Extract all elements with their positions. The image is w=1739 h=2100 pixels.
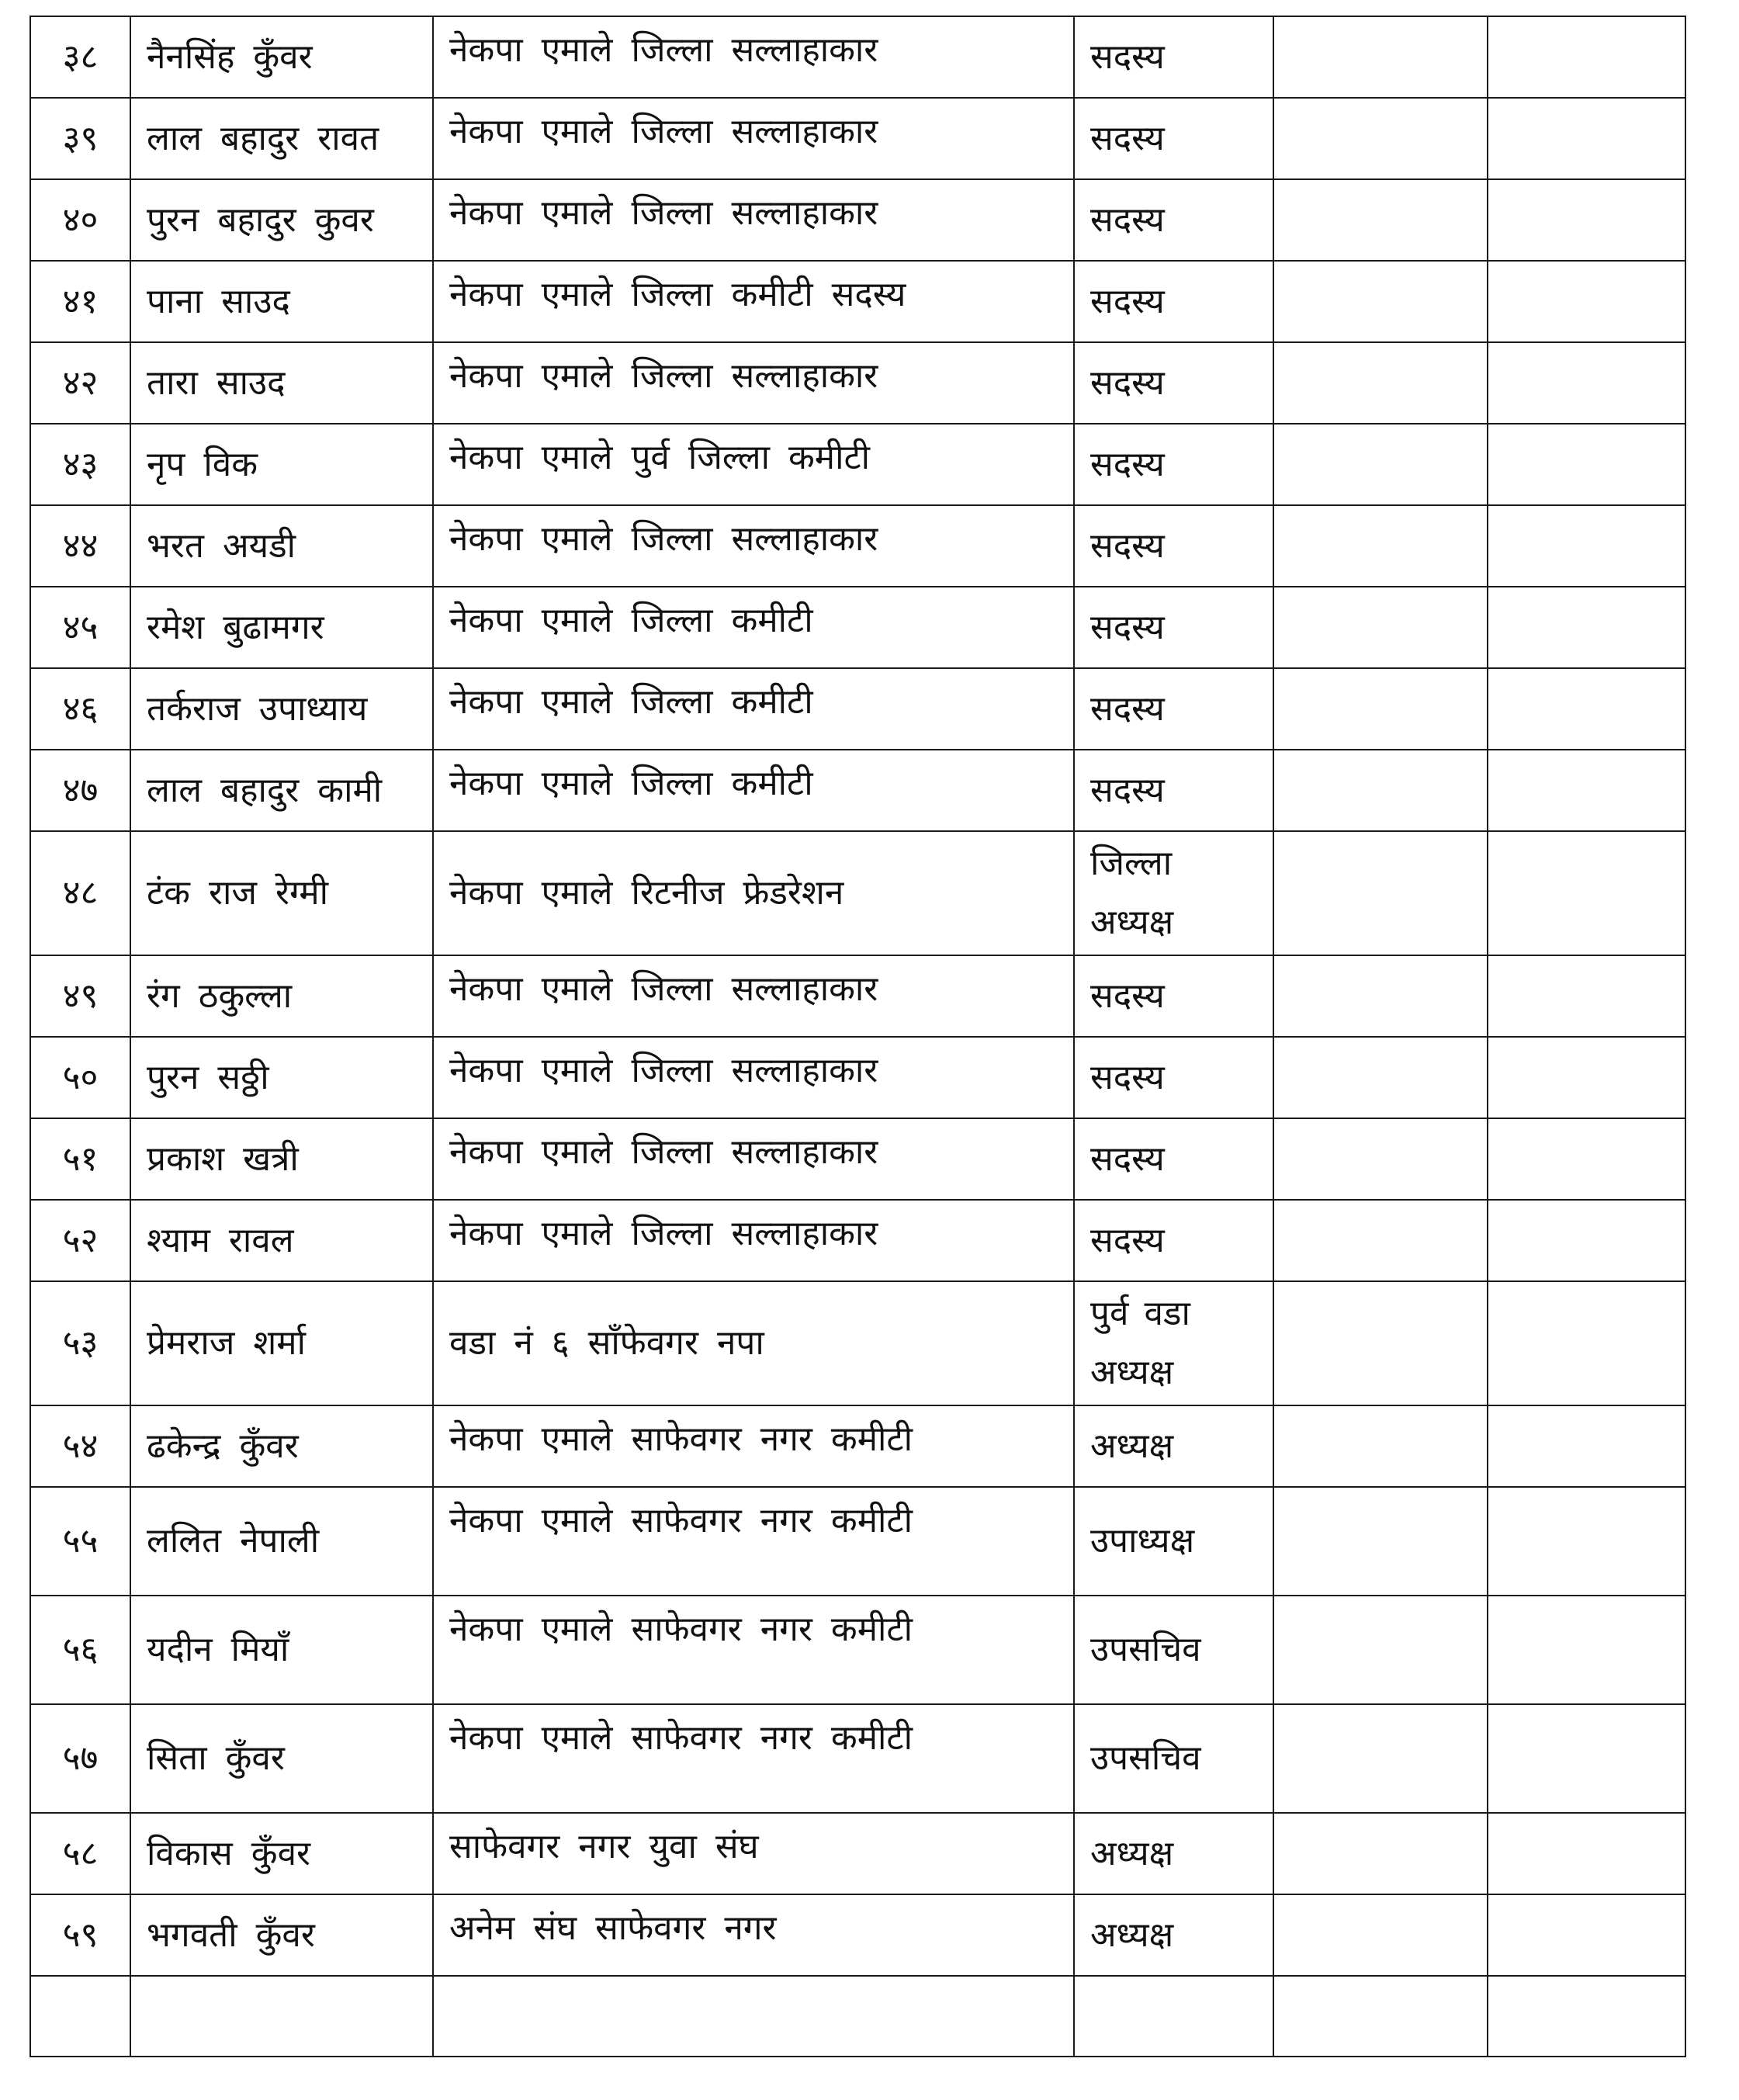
serial-number: ४९ <box>30 955 130 1037</box>
empty-cell <box>1273 1281 1488 1405</box>
empty-cell <box>1488 1281 1685 1405</box>
serial-number: ४१ <box>30 261 130 342</box>
member-name: श्याम रावल <box>130 1200 433 1281</box>
empty-cell <box>1488 342 1685 424</box>
member-role: सदस्य <box>1074 342 1273 424</box>
member-role: सदस्य <box>1074 98 1273 179</box>
table-row <box>30 1281 1685 1405</box>
member-role: अध्यक्ष <box>1074 1405 1273 1487</box>
empty-cell <box>1488 1704 1685 1813</box>
member-organization: अनेम संघ साफेवगर नगर <box>433 1894 1074 1976</box>
empty-cell <box>1273 1704 1488 1813</box>
serial-number: ५८ <box>30 1813 130 1894</box>
serial-number: ४५ <box>30 587 130 668</box>
member-name: नैनसिंह कुँवर <box>130 16 433 98</box>
table-row <box>30 1894 1685 1976</box>
member-role: अध्यक्ष <box>1074 1813 1273 1894</box>
empty-cell <box>1273 261 1488 342</box>
empty-cell <box>1273 1813 1488 1894</box>
member-name: टंक राज रेग्मी <box>130 831 433 955</box>
empty-cell <box>1273 750 1488 831</box>
serial-number: ४२ <box>30 342 130 424</box>
table-row <box>30 179 1685 261</box>
empty-cell <box>1488 1813 1685 1894</box>
table-row <box>30 261 1685 342</box>
member-role: सदस्य <box>1074 587 1273 668</box>
empty-cell <box>1488 668 1685 750</box>
empty-cell <box>1273 1118 1488 1200</box>
member-organization: नेकपा एमाले जिल्ला कमीटी <box>433 587 1074 668</box>
empty-cell <box>1488 1894 1685 1976</box>
member-role: सदस्य <box>1074 750 1273 831</box>
member-name: विकास कुँवर <box>130 1813 433 1894</box>
serial-number: ५७ <box>30 1704 130 1813</box>
member-name: पाना साउद <box>130 261 433 342</box>
member-organization: नेकपा एमाले पुर्व जिल्ला कमीटी <box>433 424 1074 505</box>
member-role: सदस्य <box>1074 1200 1273 1281</box>
member-name: लाल बहादुर कामी <box>130 750 433 831</box>
serial-number: ५४ <box>30 1405 130 1487</box>
empty-cell <box>1273 1405 1488 1487</box>
member-name: भगवती कुँवर <box>130 1894 433 1976</box>
empty-cell <box>1488 261 1685 342</box>
member-name: यदीन मियाँ <box>130 1596 433 1704</box>
member-role: सदस्य <box>1074 955 1273 1037</box>
empty-cell <box>1273 16 1488 98</box>
member-name: सिता कुँवर <box>130 1704 433 1813</box>
empty-cell <box>1488 1037 1685 1118</box>
member-role: सदस्य <box>1074 179 1273 261</box>
member-organization: नेकपा एमाले जिल्ला सल्लाहाकार <box>433 1200 1074 1281</box>
member-organization: नेकपा एमाले जिल्ला सल्लाहाकार <box>433 1037 1074 1118</box>
member-organization: नेकपा एमाले साफेवगर नगर कमीटी <box>433 1704 1074 1813</box>
table-row <box>30 1118 1685 1200</box>
empty-cell <box>1488 505 1685 587</box>
table-row <box>30 668 1685 750</box>
member-organization: नेकपा एमाले जिल्ला सल्लाहाकार <box>433 505 1074 587</box>
member-organization: नेकपा एमाले साफेवगर नगर कमीटी <box>433 1596 1074 1704</box>
table-row <box>30 1487 1685 1596</box>
table-row <box>30 1200 1685 1281</box>
member-organization: नेकपा एमाले जिल्ला सल्लाहाकार <box>433 179 1074 261</box>
member-organization: साफेवगर नगर युवा संघ <box>433 1813 1074 1894</box>
member-organization: वडा नं ६ साँफेवगर नपा <box>433 1281 1074 1405</box>
member-name: रमेश बुढामगर <box>130 587 433 668</box>
serial-number: ५३ <box>30 1281 130 1405</box>
member-role: अध्यक्ष <box>1074 1894 1273 1976</box>
empty-cell <box>130 1976 433 2057</box>
serial-number: ४० <box>30 179 130 261</box>
member-name: भरत अयडी <box>130 505 433 587</box>
table-row <box>30 1405 1685 1487</box>
serial-number: ४८ <box>30 831 130 955</box>
member-organization: नेकपा एमाले जिल्ला कमीटी <box>433 750 1074 831</box>
empty-cell <box>1273 98 1488 179</box>
empty-cell <box>1273 342 1488 424</box>
empty-cell <box>1488 1976 1685 2057</box>
serial-number: ३८ <box>30 16 130 98</box>
member-organization: नेकपा एमाले साफेवगर नगर कमीटी <box>433 1405 1074 1487</box>
member-role: उपाध्यक्ष <box>1074 1487 1273 1596</box>
empty-cell <box>1488 1200 1685 1281</box>
serial-number: ५१ <box>30 1118 130 1200</box>
member-organization: नेकपा एमाले जिल्ला सल्लाहाकार <box>433 98 1074 179</box>
member-organization: नेकपा एमाले जिल्ला कमीटी सदस्य <box>433 261 1074 342</box>
table-row <box>30 424 1685 505</box>
serial-number: ४४ <box>30 505 130 587</box>
empty-cell <box>1273 179 1488 261</box>
member-organization: नेकपा एमाले साफेवगर नगर कमीटी <box>433 1487 1074 1596</box>
member-name: पुरन सठ्ठी <box>130 1037 433 1118</box>
empty-cell <box>1488 831 1685 955</box>
serial-number: ४३ <box>30 424 130 505</box>
member-organization: नेकपा एमाले जिल्ला कमीटी <box>433 668 1074 750</box>
empty-cell <box>1488 179 1685 261</box>
empty-cell <box>1488 424 1685 505</box>
member-list-table <box>29 16 1686 2057</box>
empty-cell <box>1273 955 1488 1037</box>
empty-cell <box>1273 1487 1488 1596</box>
serial-number: ४७ <box>30 750 130 831</box>
member-name: पुरन बहादुर कुवर <box>130 179 433 261</box>
table-row <box>30 342 1685 424</box>
table-row <box>30 831 1685 955</box>
member-organization: नेकपा एमाले जिल्ला सल्लाहाकार <box>433 955 1074 1037</box>
empty-cell <box>1273 1894 1488 1976</box>
empty-cell <box>1488 750 1685 831</box>
empty-cell <box>1488 1118 1685 1200</box>
table-row <box>30 1704 1685 1813</box>
member-name: ढकेन्द्र कुँवर <box>130 1405 433 1487</box>
member-name: तर्कराज उपाध्याय <box>130 668 433 750</box>
member-name: तारा साउद <box>130 342 433 424</box>
table-row <box>30 750 1685 831</box>
empty-cell <box>1273 587 1488 668</box>
member-role: उपसचिव <box>1074 1596 1273 1704</box>
empty-cell <box>1273 1596 1488 1704</box>
table-row <box>30 1037 1685 1118</box>
member-organization: नेकपा एमाले जिल्ला सल्लाहाकार <box>433 342 1074 424</box>
table-row <box>30 505 1685 587</box>
serial-number: ५९ <box>30 1894 130 1976</box>
empty-cell <box>1488 587 1685 668</box>
serial-number: ५२ <box>30 1200 130 1281</box>
serial-number: ३९ <box>30 98 130 179</box>
member-role: सदस्य <box>1074 424 1273 505</box>
member-organization: नेकपा एमाले जिल्ला सल्लाहाकार <box>433 1118 1074 1200</box>
empty-cell <box>1488 1596 1685 1704</box>
table-row <box>30 587 1685 668</box>
empty-cell <box>1273 668 1488 750</box>
empty-cell <box>1273 1037 1488 1118</box>
empty-cell <box>1488 1405 1685 1487</box>
empty-cell <box>1273 1200 1488 1281</box>
member-name: रंग ठकुल्ला <box>130 955 433 1037</box>
empty-cell <box>1488 1487 1685 1596</box>
empty-cell <box>1273 424 1488 505</box>
member-role: सदस्य <box>1074 505 1273 587</box>
table-row <box>30 1813 1685 1894</box>
empty-cell <box>1273 1976 1488 2057</box>
table-row <box>30 16 1685 98</box>
member-name: नृप विक <box>130 424 433 505</box>
empty-cell <box>1074 1976 1273 2057</box>
member-role: जिल्ला अध्यक्ष <box>1074 831 1273 955</box>
member-role: सदस्य <box>1074 1118 1273 1200</box>
empty-cell <box>1273 505 1488 587</box>
member-role: सदस्य <box>1074 668 1273 750</box>
empty-cell <box>1488 955 1685 1037</box>
table-row <box>30 1596 1685 1704</box>
serial-number: ५६ <box>30 1596 130 1704</box>
serial-number: ५५ <box>30 1487 130 1596</box>
empty-cell <box>1273 831 1488 955</box>
table-row <box>30 98 1685 179</box>
member-role: उपसचिव <box>1074 1704 1273 1813</box>
empty-cell <box>433 1976 1074 2057</box>
member-role: पुर्व वडा अध्यक्ष <box>1074 1281 1273 1405</box>
serial-number: ५० <box>30 1037 130 1118</box>
table-row-empty <box>30 1976 1685 2057</box>
member-role: सदस्य <box>1074 261 1273 342</box>
member-role: सदस्य <box>1074 1037 1273 1118</box>
empty-cell <box>30 1976 130 2057</box>
member-name: प्रेमराज शर्मा <box>130 1281 433 1405</box>
empty-cell <box>1488 98 1685 179</box>
member-name: प्रकाश खत्री <box>130 1118 433 1200</box>
member-name: लाल बहादुर रावत <box>130 98 433 179</box>
empty-cell <box>1488 16 1685 98</box>
member-organization: नेकपा एमाले रिटनीज फ्रेडरेशन <box>433 831 1074 955</box>
member-organization: नेकपा एमाले जिल्ला सल्लाहाकार <box>433 16 1074 98</box>
serial-number: ४६ <box>30 668 130 750</box>
member-role: सदस्य <box>1074 16 1273 98</box>
table-row <box>30 955 1685 1037</box>
member-name: ललित नेपाली <box>130 1487 433 1596</box>
